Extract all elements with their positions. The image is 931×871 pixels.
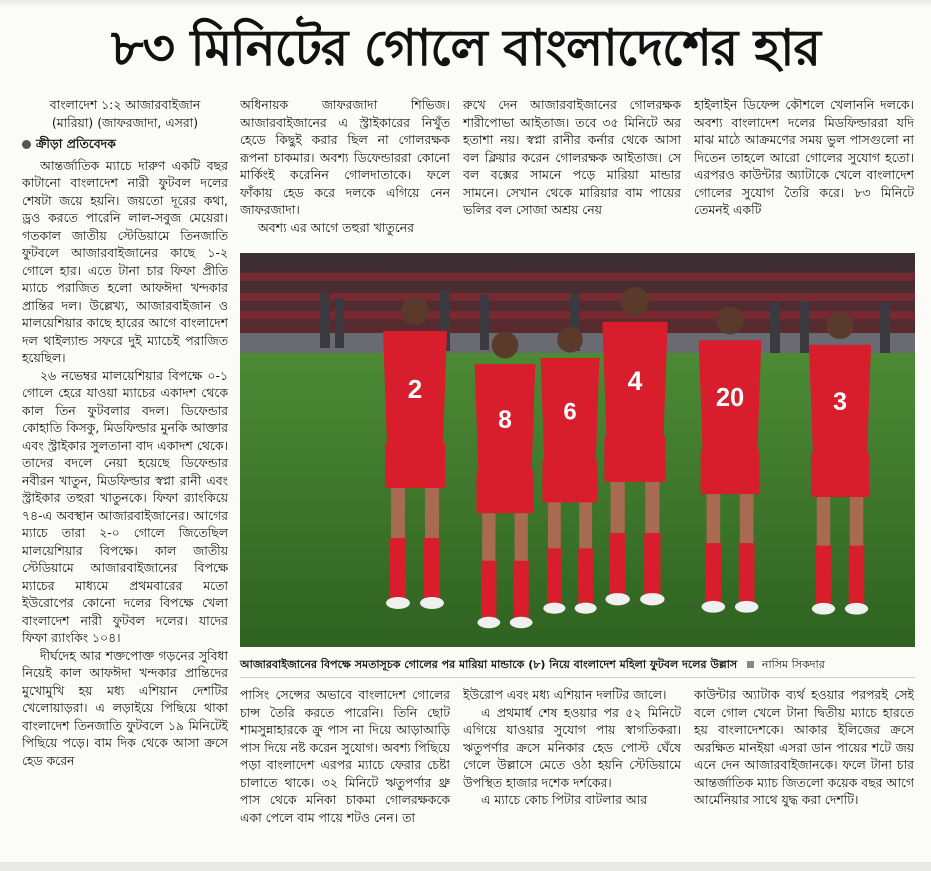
scorers-line: (মারিয়া) (জাফরজাদা, এসরা)	[51, 114, 199, 130]
photo-caption	[240, 653, 915, 678]
paragraph: হাইলাইন ডিফেন্স কৌশলে খেলাননি দলকে। অবশ্য বাংলাদেশ দলের মিডফিল্ডাররা যদি মাঝ মাঠে আক্রমণের সময় ভুল পাসগুলো না দিতেন তাহলে আরো গোলের সুযোগ হতো। এরপরও কাউন্টার অ্যাটাকে খেলে বাংলাদেশ গোলের সুযোগ তৈরি করে। ৮৩ মিনিটে তেমনই একটি	[694, 97, 914, 217]
jersey-number: 6	[563, 398, 577, 426]
paragraph: অবশ্য এর আগে তহুরা খাতুনের	[258, 219, 414, 235]
score-line: বাংলাদেশ ১:২ আজারবাইজান	[49, 97, 201, 112]
paragraph: দীর্ঘদেহ আর শক্তপোক্ত গড়নের সুবিধা নিয়েই কাল আফঈদা খন্দকার প্রান্তিদের মুখোমুখি হয় মধ্য এশিয়ান দেশটির খেলোয়াড়রা। এ লড়াইয়ে পিছিয়ে থাকা বাংলাদেশ তিনজাতি ফুটবলে ১৯ মিনিটেই পিছিয়ে পড়ে। বাম দিক থেকে আসা ক্রসে হেড করেন	[22, 647, 228, 768]
article-column-2-bottom	[240, 686, 450, 860]
bullet-icon	[22, 140, 31, 149]
paragraph: পাসিং সেন্সের অভাবে বাংলাদেশ গোলের চান্স তৈরি করতে পারেনি। তিনি ছোট শামসুন্নাহারকে ক্রু পাস না দিয়ে আড়াআড়ি পাস দিয়ে নষ্ট করেন সুযোগ। অবশ্য পিছিয়ে পড়া বাংলাদেশ এরপর ম্যাচে ফেরার চেষ্টা চালাতে থাকে। ৩২ মিনিটে ঋতুপর্ণার থ্রু পাস থেকে মনিকা চাকমা গোলরক্ষককে একা পেলে বাম পায়ে শটও নেন। তা	[240, 687, 450, 825]
paragraph: এ ম্যাচে কোচ পিটার বাটলার আর	[481, 792, 648, 807]
article-column-4-bottom	[694, 686, 914, 860]
match-photo	[240, 253, 915, 647]
top-rule	[0, 0, 931, 8]
photo-credit: নাসিম সিকদার	[761, 658, 825, 671]
square-icon	[747, 661, 754, 668]
paragraph: রুখে দেন আজারবাইজানের গোলরক্ষক শারীপোভা আইতাজ। তবে ৩৫ মিনিটে অর হতাশা নয়। স্বপ্না রানীর কর্নার থেকে আসা বল ক্লিয়ার করেন গোলরক্ষক আইতাজ। সে বল বক্সের সামনে পড়ে মারিয়া মান্ডার সামনে। সেখান থেকে মারিয়ার বাম পায়ের ভলির বল সোজা অশ্রয় নেয়	[463, 97, 681, 217]
jersey-number: 20	[715, 383, 745, 412]
article-column-1	[22, 96, 228, 860]
article-column-4	[694, 96, 914, 242]
jersey-number: 3	[832, 387, 848, 416]
article-column-3	[463, 96, 681, 242]
paragraph: ২৬ নভেম্বর মালয়েশিয়ার বিপক্ষে ০-১ গোলে হেরে যাওয়া ম্যাচের একাদশ থেকে কাল তিন ফুটবলার বদল। ডিফেন্ডার কোহাতি কিসকু, মিডফিল্ডার মুনকি আক্তার এবং স্ট্রাইকার সুলতানা বাদ একাদশ থেকে। তাদের বদলে নেয়া হয়েছে ডিফেন্ডার নবীরন খাতুন, মিডফিল্ডার স্বপ্না রানী এবং স্ট্রাইকার তহুরা খাতুনকে। ফিফা র‍্যাংকিয়ে ৭৪-এ অবস্থান আজারবাইজানের। আগের ম্যাচে তারা ২-০ গোলে জিতেছিল মালয়েশিয়ার বিপক্ষে। কাল জাতীয় স্টেডিয়ামে আজারবাইজানের বিপক্ষে ম্যাচের মাধ্যমে প্রথমবারের মতো ইউরোপের কোনো দলের বিপক্ষে খেলা বাংলাদেশ নারী ফুটবল দলের। যাদের ফিফা র‍্যাংকিং ১০৪।	[22, 367, 228, 645]
paragraph: ইউরোপ এবং মধ্য এশিয়ান দলটির জালে।	[463, 687, 667, 702]
paragraph: আন্তর্জাতিক ম্যাচে দারুণ একটি বছর কাটানো বাংলাদেশ নারী ফুটবল দলের শেষটা জয়ে হয়নি। জয়তো দূরের কথা, ড্রও করতে পারেনি লাল-সবুজ মেয়েরা। গতকাল জাতীয় স্টেডিয়ামে তিনজাতি ফুটবলে আজারবাইজানের কাছে ১-২ গোলে হার। এতে টানা চার ফিফা প্রীতি ম্যাচে পরাজিত হলো আফঈদা খন্দকার প্রান্তির দল। উল্লেখ্য, আজারবাইজান ও মালয়েশিয়ার কাছে হারের আগে বাংলাদেশ দল থাইল্যান্ড সফরে দুই ম্যাচেই পরাজিত হয়েছিল।	[22, 157, 228, 365]
article-column-3-bottom	[463, 686, 681, 860]
paragraph: অধিনায়ক জাফরজাদা শিভিজ। আজারবাইজানের এ স্ট্রাইকারের নিখুঁত হেডে কিছুই করার ছিল না গোলরক্ষক রূপনা চাকমার। অবশ্য ডিফেন্ডাররা কোনো মার্কিংই করেনিন গোলদাতাকে। ফলে ফাঁকায় হেড করে দলকে এগিয়ে নেন জাফরজাদা।	[240, 97, 450, 217]
article-column-2	[240, 96, 450, 242]
jersey-number: 8	[498, 406, 512, 434]
jersey-number: 2	[407, 374, 423, 404]
paragraph: এ প্রথমার্ধ শেষ হওয়ার পর ৫২ মিনিটে এগিয়ে যাওয়ার সুযোগ পায় স্বাগতিকরা। ঋতুপর্ণার ক্রসে মনিকার হেড পোস্ট ঘেঁষে গেলে উল্লাসে মেতে ওঠা হয়নি স্টেডিয়ামে উপস্থিত হাজার দশেক দর্শকের।	[463, 704, 681, 790]
jersey-number: 4	[627, 366, 643, 397]
bottom-rule	[0, 862, 931, 871]
reporter-name: ক্রীড়া প্রতিবেদক	[36, 136, 116, 151]
caption-text: আজারবাইজানের বিপক্ষে সমতাসূচক গোলের পর মারিয়া মান্ডাকে (৮) নিয়ে বাংলাদেশ মহিলা ফুটবল দলের উল্লাস	[240, 658, 738, 671]
reporter-byline	[22, 135, 228, 153]
headline: ৮৩ মিনিটের গোলে বাংলাদেশের হার	[111, 19, 820, 77]
paragraph: কাউন্টার অ্যাটাক ব্যর্থ হওয়ার পরপরই সেই বলে গোল খেলে টানা দ্বিতীয় ম্যাচে হারতে হয় বাংলাদেশকে। আকার ইলিজের ক্রসে অরক্ষিত মানইয়া এসরা ডান পায়ের শটে জয় এনে দেন আজারবাইজানকে। ফলে টানা চার আন্তর্জাতিক ম্যাচ জিতলো কয়েক বছর আগে আর্মেনিয়ার সাথে যুদ্ধ করা দেশটি।	[694, 687, 914, 807]
